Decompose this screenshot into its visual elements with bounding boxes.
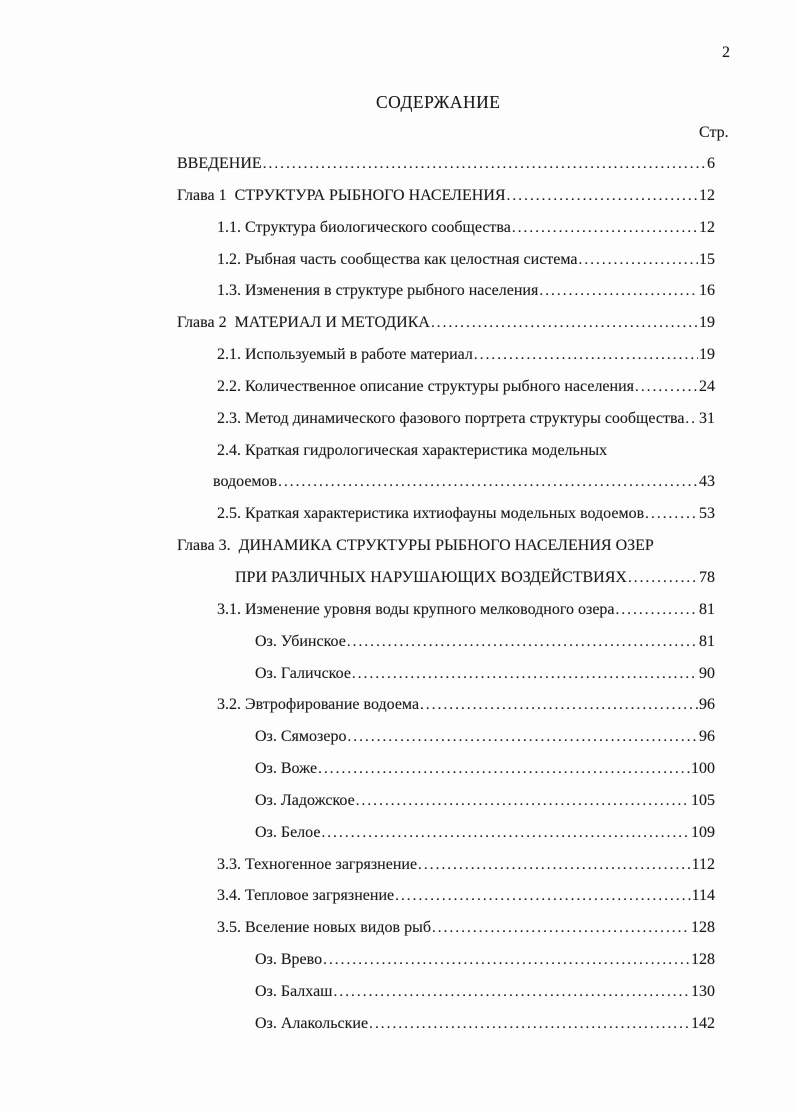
toc-entry-text: 1.3. Изменения в структуре рыбного населения (217, 282, 539, 300)
toc-entry (255, 1010, 715, 1042)
toc-entry-page: 15 (699, 250, 715, 268)
toc-entry-text: 3.4. Тепловое загрязнение (217, 887, 395, 905)
toc-entry-page: 96 (699, 696, 715, 714)
toc-entry-text: 2.2. Количественное описание структуры рыбного населения (217, 377, 635, 395)
dot-leader (685, 410, 698, 428)
dot-leader (352, 665, 698, 683)
toc-entry (217, 405, 715, 437)
toc-entry (177, 532, 715, 564)
dot-leader (431, 314, 698, 332)
toc-entry (235, 564, 715, 596)
dot-leader (323, 951, 690, 969)
dot-leader (420, 696, 698, 714)
toc-entry-text: Оз. Врево (255, 951, 323, 969)
toc-entry-text: Оз. Убинское (255, 632, 346, 650)
toc-entry-text: водоемов (213, 473, 278, 491)
toc-entry-page: 24 (699, 377, 715, 395)
toc-entry (177, 309, 715, 341)
dot-leader (356, 792, 690, 810)
toc-entry-text: Глава 3. ДИНАМИКА СТРУКТУРЫ РЫБНОГО НАСЕЛЕНИЯ ОЗЕР (177, 537, 654, 555)
toc-entry-page: 31 (699, 409, 715, 427)
toc-entry (217, 437, 715, 469)
toc-entry-text: 3.1. Изменение уровня воды крупного мелководного озера (217, 600, 615, 618)
toc-entry (255, 946, 715, 978)
dot-leader (321, 824, 690, 842)
toc-entry-page: 19 (699, 314, 715, 332)
toc-entry-text: 3.5. Вселение новых видов рыб (217, 919, 431, 937)
toc-entry (255, 819, 715, 851)
toc-entry (255, 628, 715, 660)
dot-leader (318, 760, 690, 778)
dot-leader (512, 219, 698, 237)
toc-entry-text: 2.3. Метод динамического фазового портрета структуры сообщества (217, 409, 685, 427)
toc-entry (255, 723, 715, 755)
toc-entry-text: ВВЕДЕНИЕ (177, 155, 262, 172)
toc-entry-text: Оз. Галичское (255, 664, 351, 682)
dot-leader (579, 251, 699, 269)
page-column-label: Стр. (699, 124, 729, 141)
dot-leader (263, 155, 706, 173)
toc-entry-page: 12 (699, 218, 715, 236)
toc-entry (177, 182, 715, 214)
toc-entry-page: 12 (699, 186, 715, 204)
dot-leader (645, 505, 698, 523)
toc-entry-text: 3.3. Техногенное загрязнение (217, 855, 418, 873)
page-number: 2 (722, 44, 730, 61)
dot-leader (432, 919, 690, 937)
dot-leader (334, 983, 691, 1001)
dot-leader (628, 569, 698, 587)
toc-entry (217, 500, 715, 532)
toc-entry-text: ПРИ РАЗЛИЧНЫХ НАРУШАЮЩИХ ВОЗДЕЙСТВИЯХ (235, 568, 627, 586)
toc-entry (213, 468, 715, 500)
toc-entry-page: 19 (699, 346, 715, 364)
dot-leader (278, 473, 698, 491)
toc-entry-text: Оз. Белое (255, 823, 321, 841)
toc-entry (217, 341, 715, 373)
toc-entry (177, 150, 715, 182)
toc-entry-text: Оз. Воже (255, 760, 318, 778)
table-of-contents (177, 150, 715, 1042)
toc-entry (217, 596, 715, 628)
toc-entry (255, 660, 715, 692)
toc-entry-text: 2.5. Краткая характеристика ихтиофауны модельных водоемов (217, 505, 645, 523)
dot-leader (539, 282, 698, 300)
dot-leader (369, 1015, 690, 1033)
toc-entry (217, 277, 715, 309)
toc-entry-text: Глава 1 СТРУКТУРА РЫБНОГО НАСЕЛЕНИЯ (177, 186, 506, 204)
toc-entry-text: 3.2. Эвтрофирование водоема (217, 696, 420, 714)
toc-entry (217, 914, 715, 946)
toc-entry (217, 214, 715, 246)
toc-entry-text: 2.1. Используемый в работе материал (217, 346, 473, 364)
toc-entry-page: 105 (691, 791, 715, 809)
toc-entry (255, 978, 715, 1010)
toc-title: СОДЕРЖАНИЕ (376, 92, 501, 112)
dot-leader (395, 887, 690, 905)
toc-entry (217, 851, 715, 883)
toc-entry-page: 114 (691, 887, 715, 905)
toc-entry (217, 246, 715, 278)
toc-entry (217, 691, 715, 723)
toc-entry-text: 1.2. Рыбная часть сообщества как целостная система (217, 250, 578, 268)
toc-entry-page: 90 (699, 664, 715, 682)
toc-entry-page: 81 (699, 600, 715, 618)
toc-entry-page: 112 (691, 855, 715, 873)
toc-entry-page: 142 (691, 1014, 715, 1032)
toc-entry-text: Оз. Балхаш (255, 982, 333, 1000)
toc-entry-page: 100 (691, 760, 715, 778)
toc-entry (217, 373, 715, 405)
toc-entry-text: Глава 2 МАТЕРИАЛ И МЕТОДИКА (177, 314, 430, 332)
dot-leader (616, 601, 698, 619)
toc-entry-text: 1.1. Структура биологического сообщества (217, 218, 511, 236)
toc-entry-text: 2.4. Краткая гидрологическая характеристика модельных (217, 441, 608, 459)
dot-leader (418, 856, 691, 874)
toc-entry (255, 787, 715, 819)
dot-leader (635, 378, 698, 396)
toc-entry (255, 755, 715, 787)
toc-entry-page: 6 (707, 155, 715, 172)
toc-entry-page: 130 (691, 982, 715, 1000)
toc-entry-text: Оз. Ладожское (255, 791, 355, 809)
toc-entry-page: 109 (691, 823, 715, 841)
toc-entry-page: 128 (691, 919, 715, 937)
toc-entry-page: 81 (699, 632, 715, 650)
dot-leader (347, 728, 698, 746)
dot-leader (507, 187, 698, 205)
dot-leader (474, 346, 698, 364)
toc-entry-page: 53 (699, 505, 715, 523)
toc-entry-page: 16 (699, 282, 715, 300)
toc-entry-page: 78 (699, 568, 715, 586)
dot-leader (347, 633, 698, 651)
toc-entry-text: Оз. Сямозеро (255, 728, 347, 746)
toc-entry (217, 882, 715, 914)
toc-entry-page: 96 (699, 728, 715, 746)
toc-entry-page: 43 (699, 473, 715, 491)
toc-entry-page: 128 (691, 951, 715, 969)
toc-entry-text: Оз. Алакольские (255, 1014, 369, 1032)
